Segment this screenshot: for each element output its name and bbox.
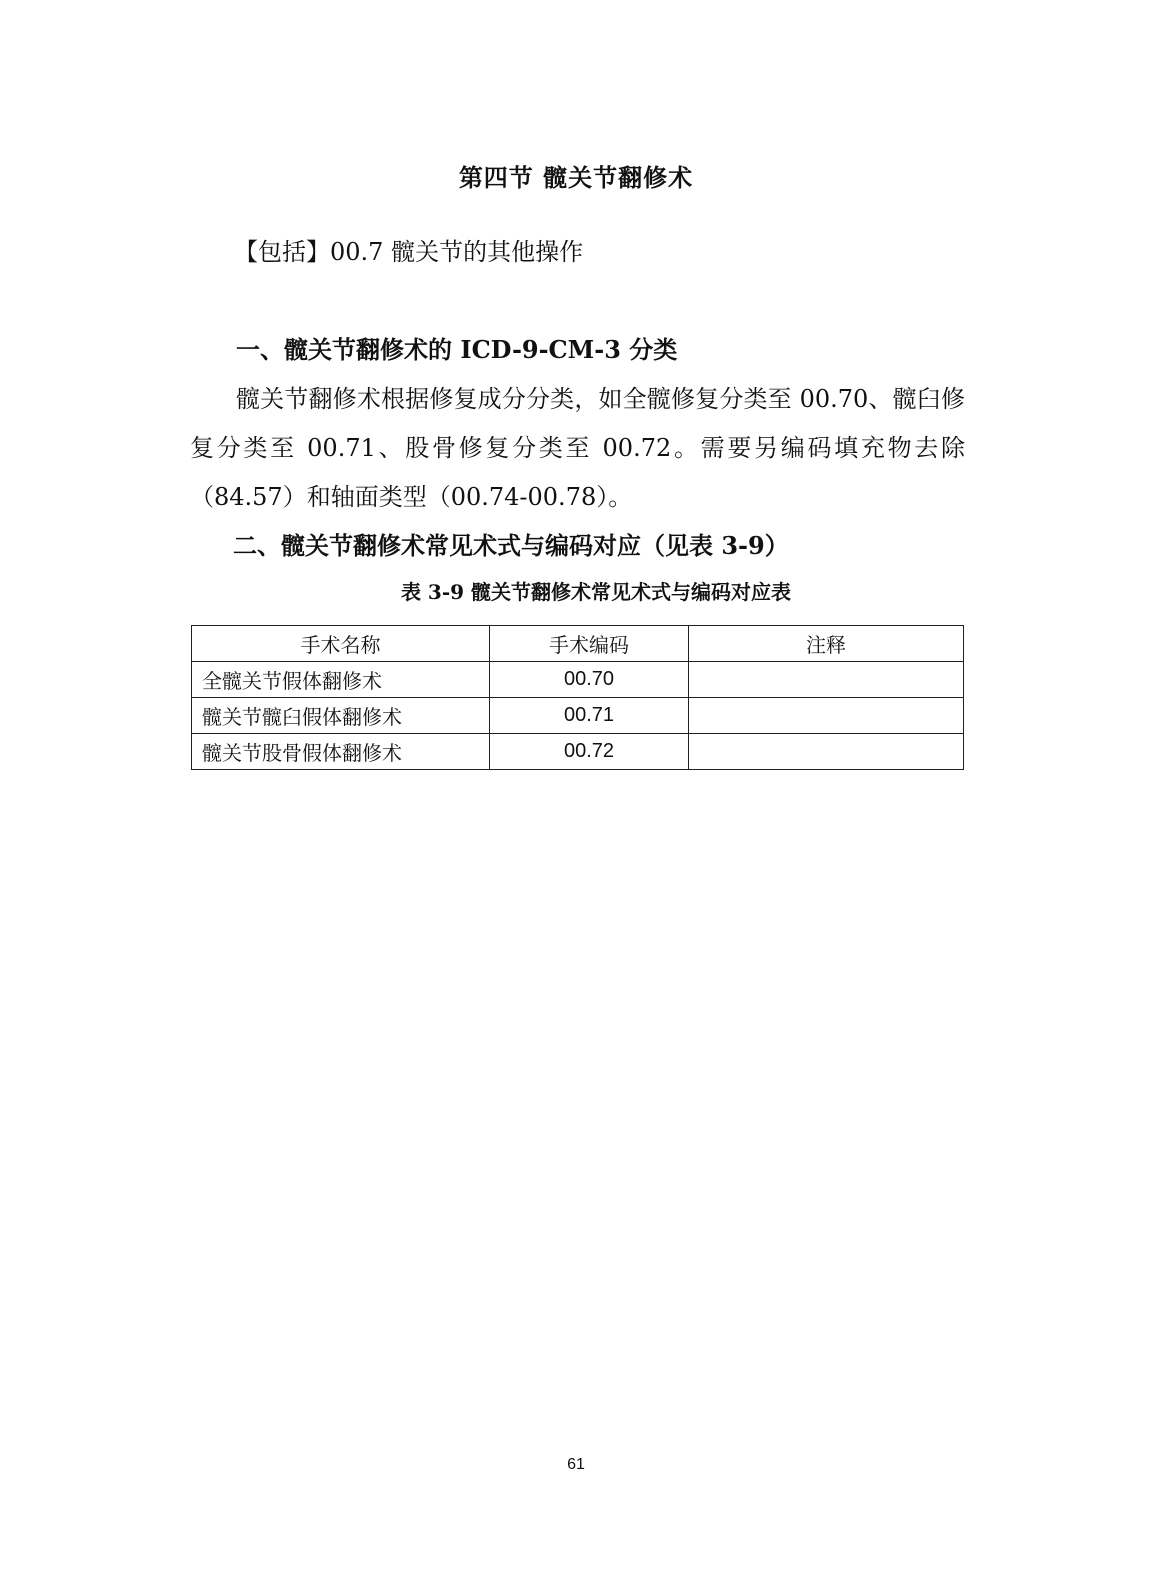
procedure-code-table xyxy=(191,625,964,770)
classification-paragraph: 髋关节翻修术根据修复成分分类，如全髋修复分类至 00.70、髋臼修复分类至 00.71、股骨修复分类至 00.72。需要另编码填充物去除（84.57）和轴面类型（00.74-00.78）。 xyxy=(190,385,965,511)
procedure-note-cell xyxy=(689,662,964,698)
procedure-code-cell: 00.72 xyxy=(490,734,689,770)
heading-classification: 一、髋关节翻修术的 ICD-9-CM-3 分类 xyxy=(236,335,678,364)
table-header-row xyxy=(192,626,964,662)
procedure-code-cell: 00.70 xyxy=(490,662,689,698)
heading-procedures: 二、髋关节翻修术常见术式与编码对应（见表 3-9） xyxy=(233,531,789,560)
includes-line: 【包括】00.7 髋关节的其他操作 xyxy=(234,238,584,266)
header-procedure-name: 手术名称 xyxy=(192,626,490,662)
procedure-name-cell: 髋关节髋臼假体翻修术 xyxy=(192,698,490,734)
page-number: 61 xyxy=(567,1456,585,1473)
procedure-code-cell: 00.71 xyxy=(490,698,689,734)
table-caption: 表 3-9 髋关节翻修术常见术式与编码对应表 xyxy=(400,580,792,604)
procedure-name-cell: 全髋关节假体翻修术 xyxy=(192,662,490,698)
procedure-name-cell: 髋关节股骨假体翻修术 xyxy=(192,734,490,770)
section-title: 第四节 髋关节翻修术 xyxy=(458,163,694,192)
header-notes: 注释 xyxy=(689,626,964,662)
table-row xyxy=(192,662,964,698)
procedure-note-cell xyxy=(689,734,964,770)
header-procedure-code: 手术编码 xyxy=(490,626,689,662)
table-row xyxy=(192,698,964,734)
table-row xyxy=(192,734,964,770)
procedure-note-cell xyxy=(689,698,964,734)
